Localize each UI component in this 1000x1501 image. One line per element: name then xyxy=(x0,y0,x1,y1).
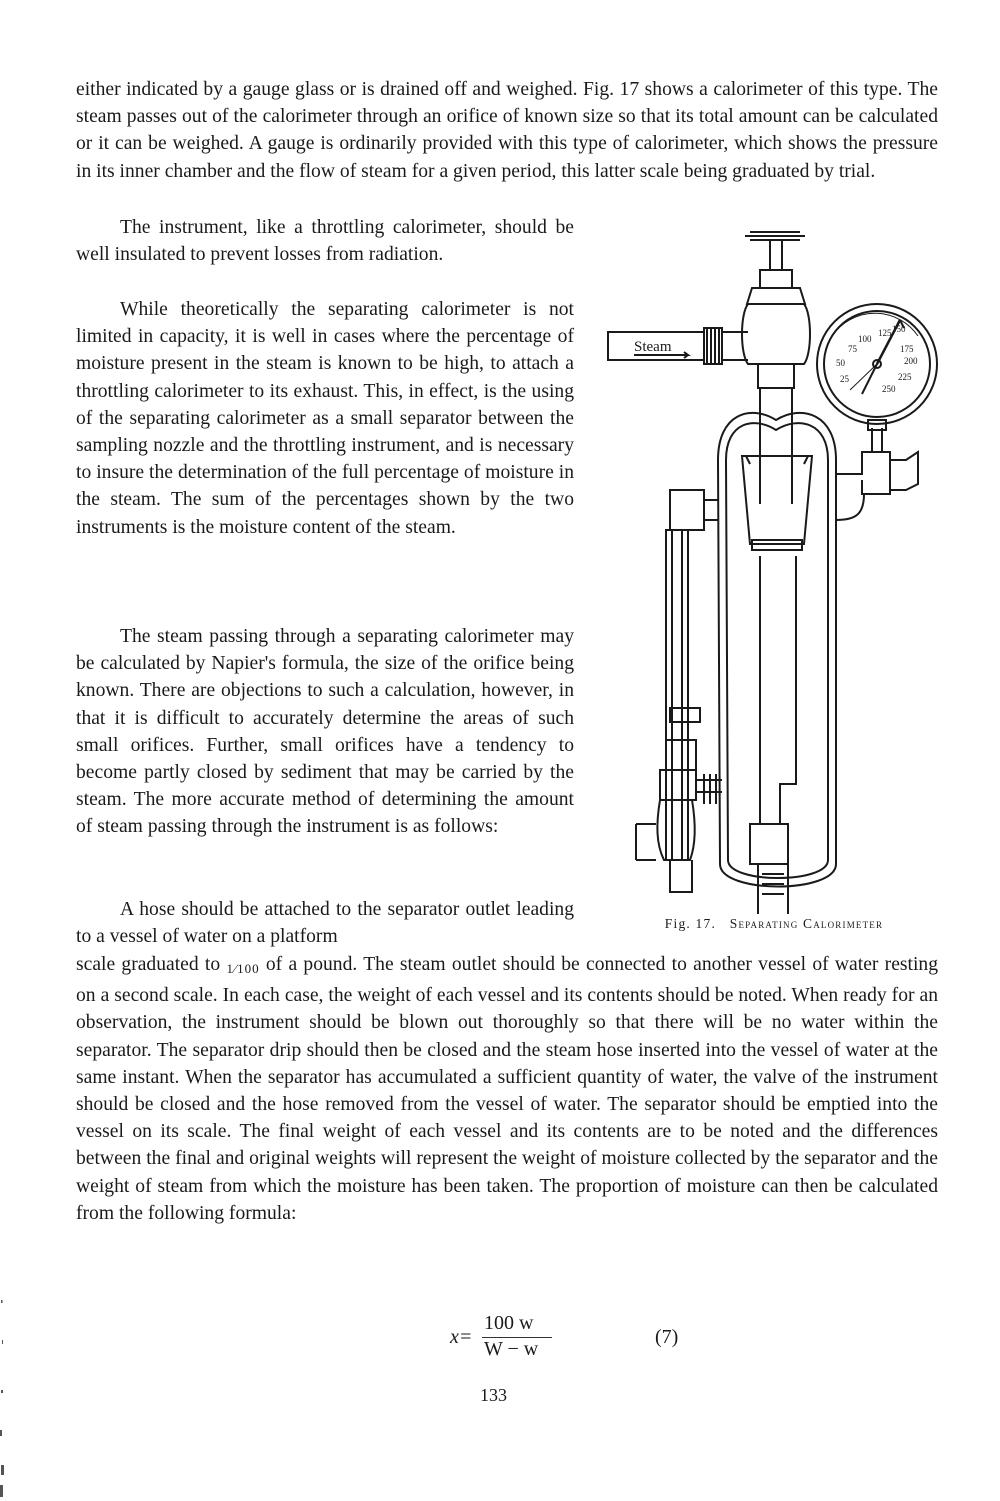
paragraph-2: The instrument, like a throttling calorimeter, should be well insulated to prevent losses from radiation. xyxy=(76,217,574,266)
dial-number: 175 xyxy=(900,344,914,354)
page-number: 133 xyxy=(480,1385,507,1405)
dial-number: 50 xyxy=(836,358,845,368)
fraction-one-hundredth: 1⁄100 xyxy=(226,961,260,976)
paragraph-1: either indicated by a gauge glass or is drained off and weighed. Fig. 17 shows a calorimeter of this type. The steam passes out of the calorimeter through an orifice of known size so that its total amount can be calculated or it can be weighed. A gauge is ordinarily provided with this type of calorimeter, which shows the pressure in its inner chamber and the flow of steam for a given period, this latter scale being graduated by trial. xyxy=(76,79,938,182)
paragraph-5-continuation xyxy=(76,951,938,1227)
figure-caption xyxy=(604,916,944,932)
dial-number: 100 xyxy=(858,334,872,344)
moisture-formula xyxy=(444,1312,704,1366)
dial-number: 250 xyxy=(882,384,896,394)
dial-number: 150 xyxy=(892,324,906,334)
paragraph-3: While theoretically the separating calorimeter is not limited in capacity, it is well in cases where the percentage of moisture present in the steam is known to be high, to attach a throttling calorimeter to its exhaust. This, in effect, is the using of the separating calorimeter as a small separator between the sampling nozzle and the throttling instrument, and is necessary to insure the determination of the full percentage of moisture in the steam. The sum of the percentages shown by the two instruments is the moisture content of the steam. xyxy=(76,299,574,538)
steam-label: Steam xyxy=(634,339,672,355)
formula-denominator: W − w xyxy=(484,1338,539,1360)
outer-shell xyxy=(718,413,836,887)
caption-title: Separating Calorimeter xyxy=(729,916,884,931)
dial-number: 200 xyxy=(904,356,918,366)
inner-cup xyxy=(742,456,812,544)
paragraph-5-start: A hose should be attached to the separator outlet leading to a vessel of water on a platform xyxy=(76,899,574,948)
separating-calorimeter-figure xyxy=(600,224,945,914)
gauge-glass xyxy=(666,530,688,860)
caption-number: Fig. 17. xyxy=(664,916,717,931)
scan-edge-specks xyxy=(0,1280,6,1500)
paragraph-4: The steam passing through a separating calorimeter may be calculated by Napier's formula, the size of the orifice being known. There are objections to such a calculation, however, in that it is difficult to accurately determine the areas of such small orifices. Further, small orifices have a tendency to become partly closed by sediment that may be carried by the steam. The more accurate method of determining the amount of steam passing through the instrument is as follows: xyxy=(76,626,574,838)
formula-lhs: x= xyxy=(450,1326,473,1348)
dial-number: 225 xyxy=(898,372,912,382)
dial-number: 75 xyxy=(848,344,857,354)
equation-number: (7) xyxy=(655,1326,679,1348)
dial-number: 125 xyxy=(878,328,892,338)
dial-number: 25 xyxy=(840,374,849,384)
formula-numerator: 100 w xyxy=(484,1312,534,1334)
paragraph-5-text-b: of a pound. The steam outlet should be connected to another vessel of water resting on a second scale. In each case, the weight of each vessel and its contents should be noted. When ready for an observation, the instrument should be blown out thoroughly so that there will be no water within the separator. The separator drip should then be closed and the steam hose inserted into the vessel of water at the same instant. When the separator has accumulated a sufficient quantity of water, the valve of the instrument should be closed and the hose removed from the vessel of water. The separator should be emptied into the vessel on its scale. The final weight of each vessel and its contents are to be noted and the differences between the final and original weights will represent the weight of moisture collected by the separator and the weight of steam from which the moisture has been taken. The proportion of moisture can then be calculated from the following formula: xyxy=(76,954,939,1224)
paragraph-5-text-a: scale graduated to xyxy=(76,954,221,975)
